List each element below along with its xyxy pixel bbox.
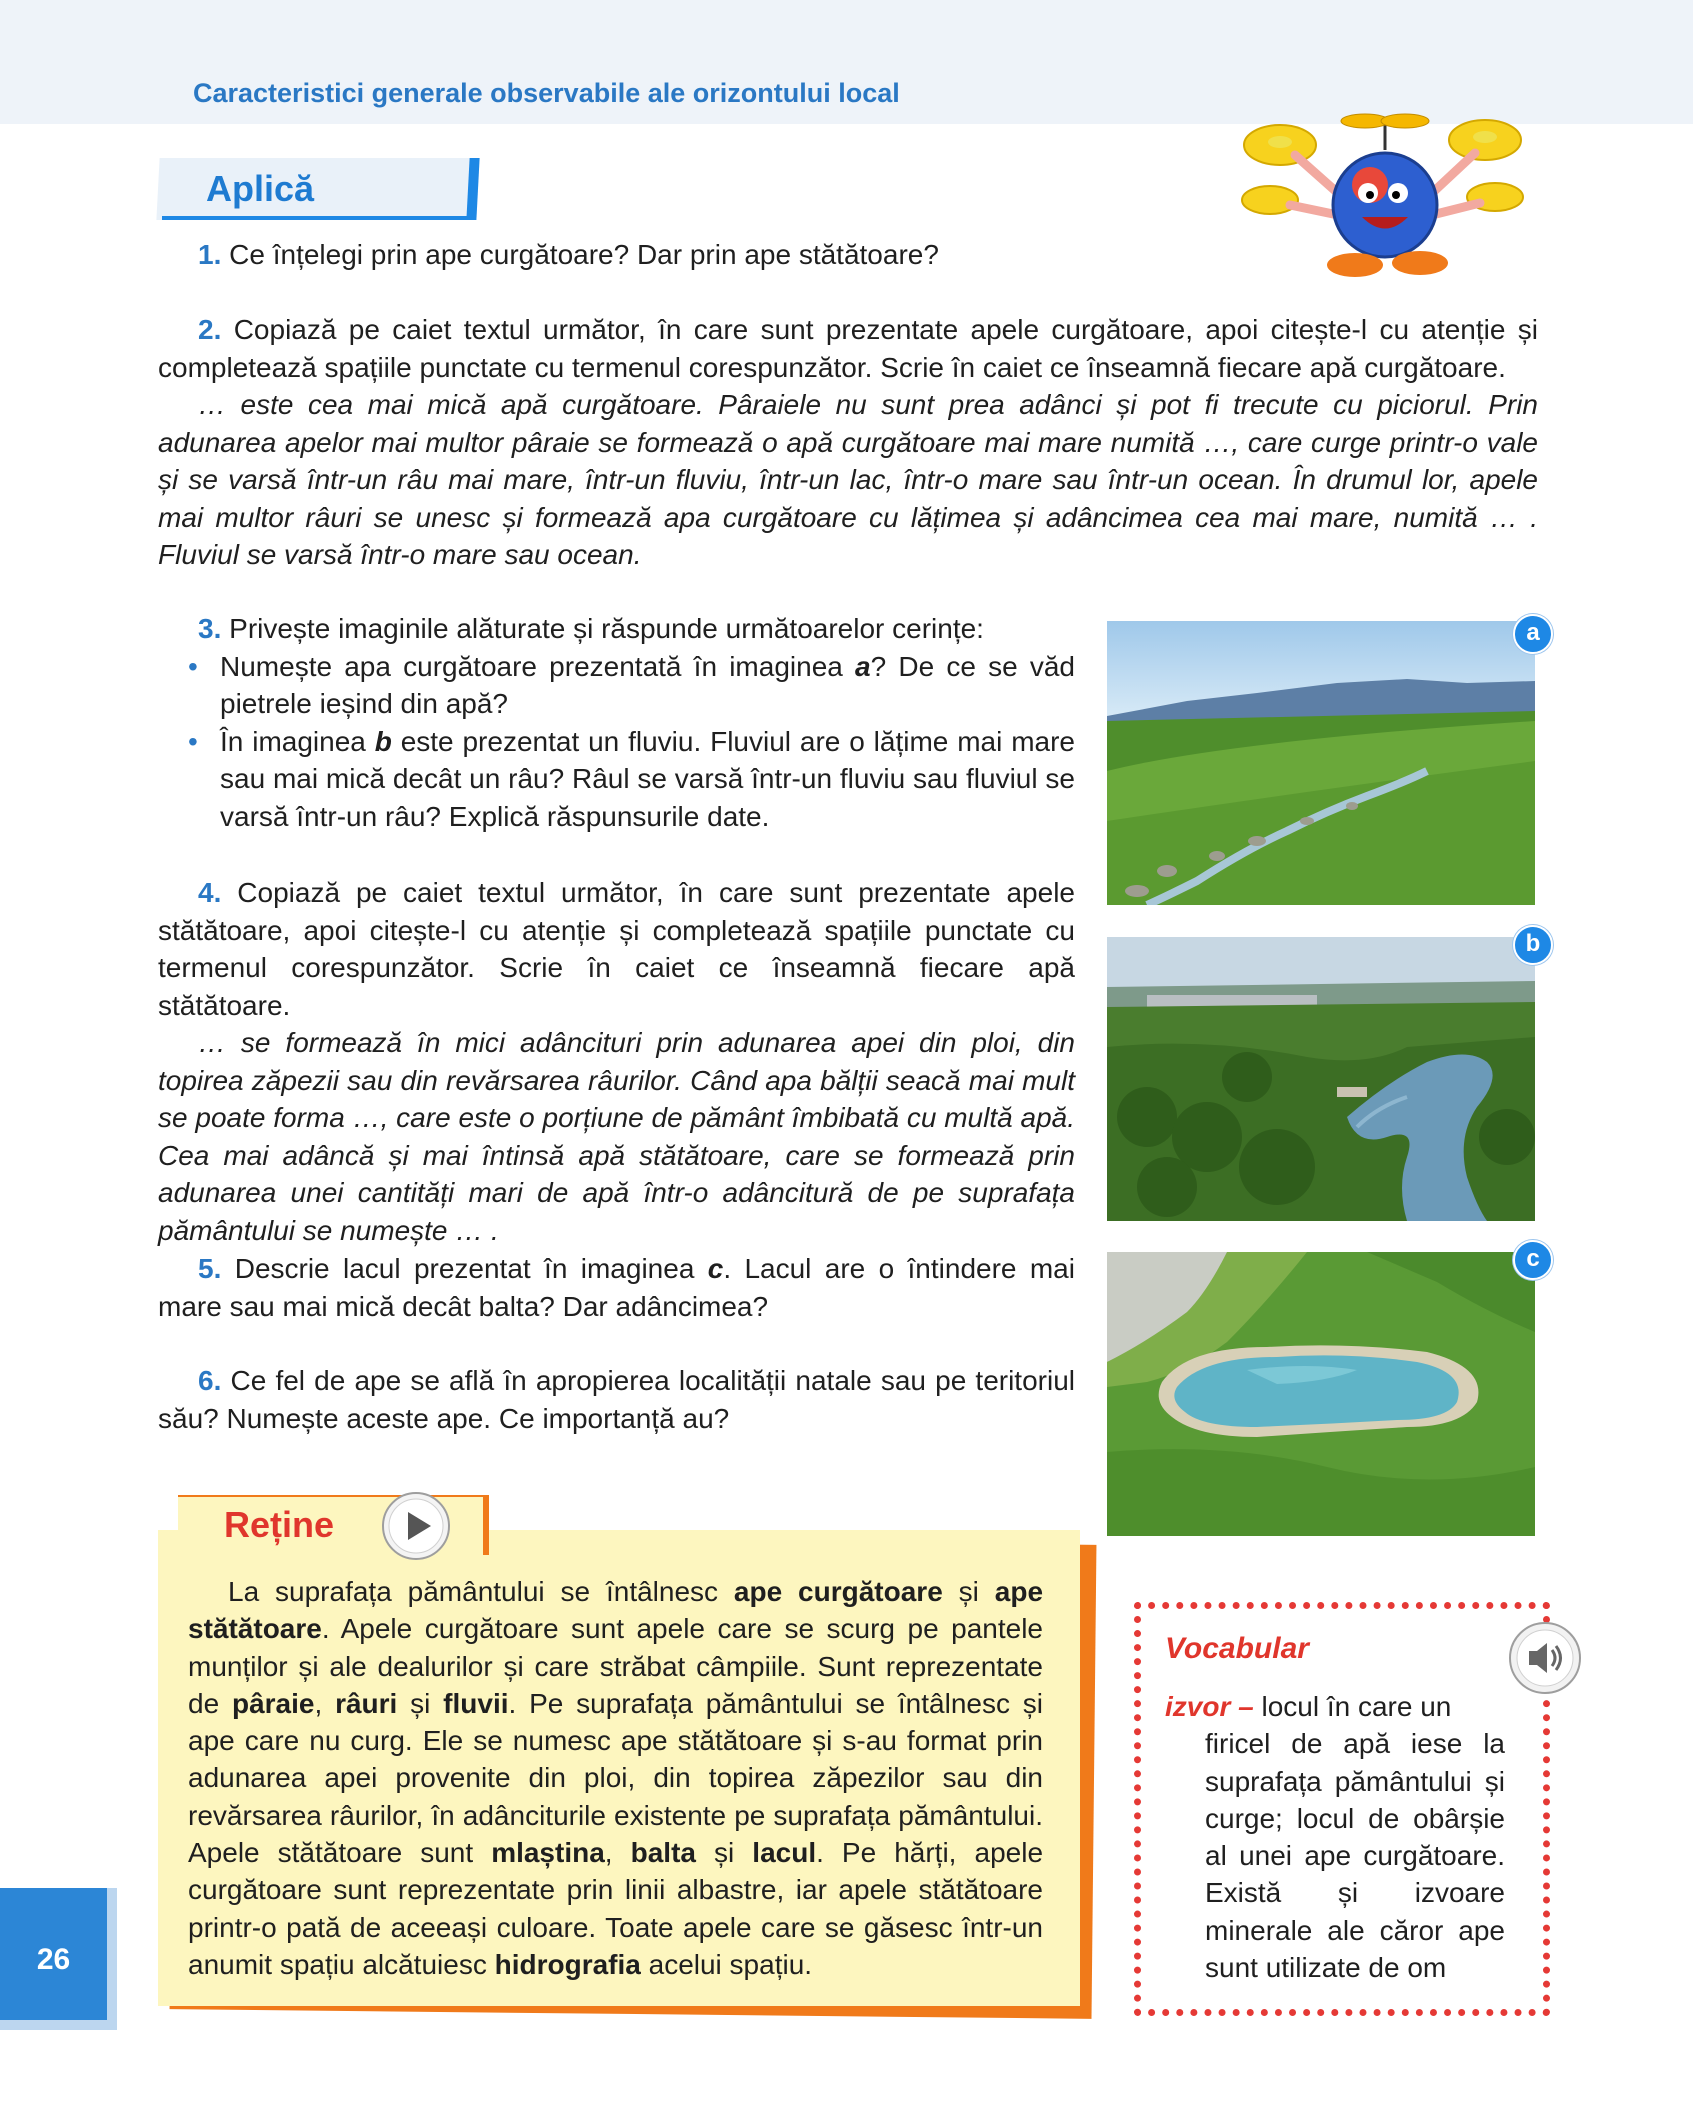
key-term: balta [630, 1837, 696, 1869]
exercise-fill-text: … este cea mai mică apă curgătoare. Pâraiele nu sunt prea adânci și pot fi trecute cu piciorul. Prin adunarea apelor mai multor pâraie se formează o apă curgătoare mai mare numită …, care curge printr-o vale și se varsă într-un râu mai mare, într-un fluviu, într-un lac, într-o mare sau într-un ocean. În drumul lor, apele mai multor râuri se unesc și formează apa curgătoare cu lățimea și adâncimea cea mai mare, numită … . Fluviul se varsă într-o mare sau ocean. [158, 389, 1538, 570]
exercise-5 [158, 1250, 1075, 1325]
summary-text [188, 1573, 1043, 1983]
image-reference: a [855, 650, 871, 682]
exercise-number: 1. [198, 239, 222, 270]
page-number: 26 [36, 1943, 71, 1976]
exercise-3 [158, 610, 1075, 835]
photo-mountain-stream [1107, 621, 1535, 905]
exercise-text: Privește imaginile alăturate și răspunde următoarelor cerințe: [221, 613, 984, 644]
photo-river [1107, 937, 1535, 1221]
photo-label-badge: c [1513, 1240, 1553, 1280]
exercise-text: Descrie lacul prezentat în imaginea [221, 1253, 708, 1284]
image-reference: c [707, 1253, 724, 1284]
play-audio-button[interactable] [380, 1490, 452, 1562]
key-term: lacul [752, 1837, 817, 1869]
bullet-text: ? De ce se văd pietrele ieșind din apă? [220, 650, 1075, 719]
key-term: hidrografia [494, 1948, 641, 1980]
exercise-2 [158, 311, 1538, 574]
photo-label-badge: b [1513, 925, 1553, 965]
summary-span: . Apele curgătoare sunt apele care se scurg pe pantele munților și ale dealurilor și care străbat câmpiile. Sunt reprezentate de [188, 1613, 1043, 1719]
exercise-text: Ce înțelegi prin ape curgătoare? Dar prin ape stătătoare? [221, 239, 939, 270]
summary-span: . Pe suprafața pământului se întâlnesc și ape care nu curg. Ele se numesc ape stătătoare și s-au format prin adunarea apei provenite din ploi, din topirea zăpezilor sau din revărsarea râurilor, în adânciturile existente pe suprafața pământului. Apele stătătoare sunt [188, 1687, 1043, 1869]
exercise-fill-text: … se formează în mici adâncituri prin adunarea apei din ploi, din topirea zăpezii sau din revărsarea râurilor. Când apa bălții seacă mai mult se poate forma …, care este o porțiune de pământ îmbibată cu multă apă. Cea mai adâncă și mai întinsă apă stătătoare, care se formează prin adunarea unei cantități mari de apă într-o adâncitură de pe suprafața pământului se numește … . [158, 1027, 1075, 1246]
bullet-item [158, 648, 1075, 723]
exercise-instruction [158, 874, 1075, 1024]
key-term: ape stătătoare [188, 1576, 1044, 1645]
exercise-4 [158, 874, 1075, 1249]
exercise-text: . Lacul are o întindere mai mare sau mai mică decât balta? Dar adâncimea? [158, 1253, 1075, 1322]
photo-label-badge: a [1513, 614, 1553, 654]
summary-span: , [604, 1837, 631, 1869]
exercise-text: Ce fel de ape se află în apropierea localității natale sau pe teritoriul său? Numește aceste ape. Ce importanță au? [158, 1365, 1075, 1434]
exercise-number: 4. [198, 877, 222, 908]
bullet-text: Numește apa curgătoare prezentată în imaginea [220, 650, 856, 682]
summary-span: și [695, 1837, 753, 1869]
exercise-6 [158, 1362, 1075, 1437]
bullet-text: În imaginea [220, 725, 375, 757]
vocabulary-title: Vocabular [1165, 1632, 1309, 1665]
key-term: mlaștina [491, 1837, 605, 1869]
key-term: râuri [335, 1687, 398, 1719]
vocabulary-definition: firicel de apă iese la suprafața pământului și curge; locul de obârșie al unei ape curgătoare. Există și izvoare minerale ale căror ape sunt utilizate de om [1205, 1728, 1505, 1984]
exercise-number: 6. [198, 1365, 222, 1396]
section-heading-box [156, 158, 479, 220]
photo-mountain-lake [1107, 1252, 1535, 1536]
key-term: pâraie [231, 1687, 315, 1719]
exercise-instruction [158, 610, 1075, 648]
vocabulary-first-line [1165, 1688, 1505, 1725]
exercise-number: 3. [198, 613, 222, 644]
summary-span: și [942, 1576, 995, 1607]
summary-span: La suprafața pământului se întâlnesc [228, 1576, 734, 1607]
exercise-1 [158, 236, 1538, 274]
section-heading-underline [162, 216, 472, 220]
key-term: fluvii [443, 1687, 509, 1719]
exercise-text: Copiază pe caiet textul următor, în care sunt prezentate apele stătătoare, apoi citește-l cu atenție și completează spațiile punctate cu termenul corespunzător. Scrie în caiet ce înseamnă fiecare apă stătătoare. [158, 877, 1075, 1021]
vocabulary-term: izvor – [1165, 1691, 1254, 1722]
key-term: ape curgătoare [733, 1576, 943, 1607]
bullet-text: este prezentat un fluviu. Fluviul are o lățime mai mare sau mai mică decât un râu? Râul se varsă într-un fluviu sau fluviul se varsă într-un râu? Explică răspunsurile date. [220, 725, 1075, 832]
summary-title: Reține [224, 1504, 335, 1545]
section-title: Aplică [206, 168, 315, 209]
summary-span: , [314, 1687, 336, 1719]
chapter-title: Caracteristici generale observabile ale orizontului local [193, 78, 900, 108]
summary-span: . Pe hărți, apele curgătoare sunt reprezentate prin linii albastre, iar apele stătătoare printr-o pată de aceeași culoare. Toate apele care se găsesc într-un anumit spațiu alcătuiesc [188, 1837, 1044, 1980]
audio-speaker-button[interactable] [1507, 1620, 1583, 1696]
vocabulary-entry [1165, 1688, 1505, 1986]
vocabulary-definition: locul în care un [1253, 1691, 1452, 1722]
image-reference: b [374, 725, 392, 757]
exercise-text: Copiază pe caiet textul următor, în care sunt prezentate apele curgătoare, apoi citește-l cu atenție și completează spațiile punctate cu termenul corespunzător. Scrie în caiet ce înseamnă fiecare apă curgătoare. [158, 314, 1538, 383]
exercise-instruction [158, 311, 1538, 386]
bullet-item [158, 723, 1075, 836]
summary-span: și [397, 1687, 444, 1719]
exercise-number: 5. [198, 1253, 222, 1284]
exercise-number: 2. [198, 314, 222, 345]
summary-span: acelui spațiu. [640, 1948, 813, 1980]
